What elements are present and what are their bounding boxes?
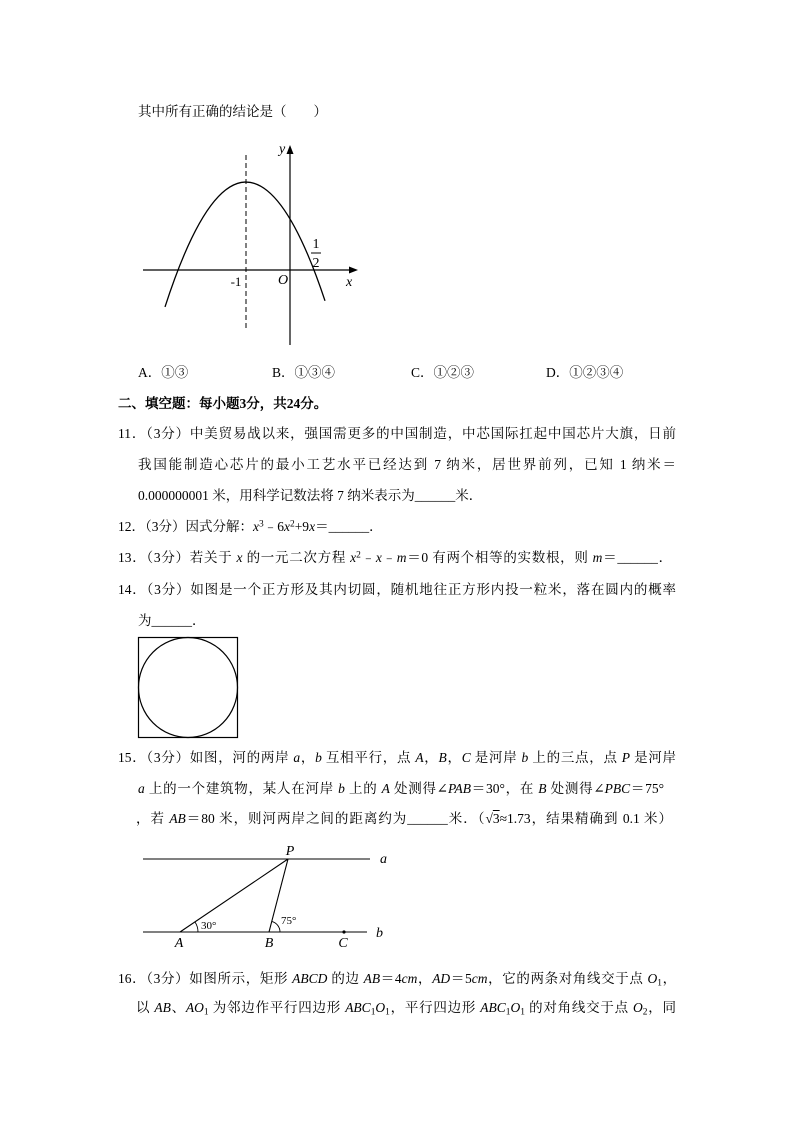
math-variable: ABC (480, 1000, 506, 1015)
subscript: 1 (385, 1007, 390, 1018)
q11-line-2 (138, 455, 676, 475)
parabola-curve (165, 182, 325, 307)
math-variable: b (521, 750, 529, 765)
section-title: 二、填空题：每小题3分，共24分。 (118, 396, 328, 411)
text-run: 的一元二次方程 (242, 550, 351, 565)
text-run: ＝75° (630, 781, 665, 796)
text-run: ，若 (136, 811, 170, 826)
text-run: 15．（3分）如图，河的两岸 (118, 750, 294, 765)
answer-blank: ______ (151, 613, 192, 628)
x-axis-arrow (349, 267, 358, 274)
subscript: 1 (505, 1007, 511, 1018)
text-run: ， (661, 971, 677, 986)
q14-line-1 (118, 580, 676, 600)
q14-line-2 (138, 611, 206, 631)
math-variable: AB (154, 1000, 171, 1015)
point-c-dot (342, 930, 345, 933)
tick-label-minus-one: -1 (230, 274, 242, 289)
subscript: 1 (203, 1007, 209, 1018)
text-run: ，平行四边形 (389, 1000, 481, 1015)
math-variable: O (633, 1000, 643, 1015)
text-run: ． (192, 613, 206, 628)
text-run: ． (657, 550, 673, 565)
math-variable: A (415, 750, 424, 765)
math-variable: O (375, 1000, 386, 1015)
text-run: ﹣6 (263, 519, 284, 534)
text-run: 上的三点，点 (528, 750, 622, 765)
math-variable: O (510, 1000, 521, 1015)
text-run: 米．（ (447, 811, 486, 826)
text-run: +9 (294, 519, 310, 534)
math-variable: PAB (448, 781, 471, 796)
text-run: 14．（3分）如图是一个正方形及其内切圆，随机地往正方形内投一粒米，落在圆内的概率 (118, 582, 676, 597)
math-variable: AD (432, 971, 451, 986)
answer-blank: ______ (407, 811, 448, 826)
q15-line-2 (138, 779, 664, 799)
text-run: ﹣ (360, 550, 376, 565)
math-variable: A (381, 781, 390, 796)
math-variable: B (538, 781, 547, 796)
q11-line-3 (138, 486, 482, 506)
superscript: 2 (289, 519, 295, 530)
angle-a-label: 30° (201, 920, 217, 932)
question-10-stem-tail: 其中所有正确的结论是（ ） (138, 104, 327, 119)
y-axis-label: y (279, 142, 286, 157)
q16-line-2 (136, 998, 676, 1018)
riverbank-a-label: a (380, 852, 387, 867)
parabola-graph (140, 140, 365, 350)
riverbank-b-label: b (376, 926, 383, 941)
radicand: 3 (492, 811, 500, 826)
math-variable: AO (185, 1000, 204, 1015)
math-variable: x (350, 550, 357, 565)
river-figure (140, 840, 390, 955)
origin-label: O (277, 273, 289, 288)
text-run: ， (446, 750, 462, 765)
math-variable: b (315, 750, 322, 765)
option-d: D．①②③④ (546, 365, 624, 380)
q16-line-1 (118, 969, 676, 989)
text-run: 米． (455, 488, 483, 503)
q15-line-3 (136, 809, 672, 829)
text-run: 处测得∠ (546, 781, 605, 796)
math-variable: C (461, 750, 471, 765)
math-variable: AB (363, 971, 381, 986)
text-run: ≈1.73，结果精确到 0.1 米） (499, 811, 673, 826)
angle-arc-b (272, 921, 280, 932)
q15-line-1 (118, 748, 676, 768)
text-run: √ (485, 811, 493, 826)
math-variable: AB (169, 811, 186, 826)
option-c: C．①②③ (411, 365, 475, 380)
subscript: 2 (642, 1007, 648, 1018)
y-axis-arrow (287, 145, 294, 154)
point-b-label: B (264, 936, 274, 951)
math-variable: b (338, 781, 345, 796)
text-run: 12．（3分）因式分解： (118, 519, 253, 534)
text-run: ＝5 (450, 971, 472, 986)
q12-line-1 (118, 517, 383, 537)
text-run: ﹣ (381, 550, 397, 565)
text-run: ， (423, 750, 439, 765)
angle-arc-a (195, 922, 198, 932)
text-run: ，同 (647, 1000, 677, 1015)
text-run: 以 (136, 1000, 155, 1015)
text-run: ，它的两条对角线交于点 (487, 971, 648, 986)
subscript: 1 (370, 1007, 376, 1018)
point-a-label: A (174, 936, 184, 951)
option-b: B．①③④ (272, 365, 336, 380)
text-run: ＝4 (380, 971, 402, 986)
math-variable: x (309, 519, 316, 534)
text-run: 为邻边作平行四边形 (208, 1000, 346, 1015)
math-variable: P (621, 750, 631, 765)
text-run: 13．（3分）若关于 (118, 550, 237, 565)
text-run: 为 (138, 613, 152, 628)
square-with-inscribed-circle (137, 636, 239, 740)
math-variable: B (438, 750, 447, 765)
math-variable: PBC (604, 781, 631, 796)
text-run: 、 (170, 1000, 186, 1015)
fraction-denominator: 2 (312, 256, 320, 271)
math-variable: x (375, 550, 382, 565)
math-variable: a (138, 781, 145, 796)
text-run: ＝0 有两个相等的实数根，则 (406, 550, 593, 565)
answer-blank: ______ (414, 488, 456, 503)
text-run: 是河岸 (470, 750, 522, 765)
text-run: 上的 (344, 781, 382, 796)
superscript: 2 (356, 550, 361, 561)
text-run: 16．（3分）如图所示，矩形 (118, 971, 293, 986)
math-variable: x (236, 550, 243, 565)
text-run: 互相平行，点 (321, 750, 416, 765)
subscript: 1 (520, 1007, 525, 1018)
text-run: 处测得∠ (389, 781, 448, 796)
text-run: ． (369, 519, 383, 534)
answer-blank: ______ (617, 550, 658, 565)
text-run: 是河岸 (630, 750, 677, 765)
math-variable: ABCD (292, 971, 328, 986)
math-variable: cm (401, 971, 418, 986)
inscribed-circle (139, 638, 238, 738)
text-run: ＝30°，在 (471, 781, 539, 796)
math-variable: x (253, 519, 259, 534)
point-p-label: P (285, 844, 295, 859)
answer-blank: ______ (328, 519, 370, 534)
math-variable: m (396, 550, 407, 565)
text-run: ， (417, 971, 433, 986)
text-run: 的边 (327, 971, 364, 986)
math-variable: a (293, 750, 301, 765)
text-run: ＝ (602, 550, 618, 565)
text-run: 上的一个建筑物，某人在河岸 (144, 781, 339, 796)
x-axis-label: x (346, 275, 353, 290)
q11-line-1 (118, 424, 676, 444)
point-c-label: C (338, 936, 348, 951)
math-variable: m (592, 550, 603, 565)
option-a: A．①③ (138, 365, 189, 380)
text-run: 11．（3分）中美贸易战以来，强国需更多的中国制造，中芯国际扛起中国芯片大旗，日前 (118, 426, 676, 441)
text-run: 我国能制造心芯片的最小工艺水平已经达到 7 纳米，居世界前列，已知 1 纳米＝ (138, 457, 676, 472)
math-variable: cm (471, 971, 488, 986)
text-run: 的对角线交于点 (524, 1000, 634, 1015)
text-run: 0.000000001 米，用科学记数法将 7 纳米表示为 (138, 488, 415, 503)
text-run: ＝80 米，则河两岸之间的距离约为 (185, 811, 408, 826)
fraction-numerator: 1 (312, 237, 320, 252)
math-variable: x (283, 519, 290, 534)
superscript: 3 (259, 519, 264, 530)
text-run: ， (300, 750, 316, 765)
q13-line-1 (118, 548, 672, 568)
math-variable: O (647, 971, 658, 986)
text-run: ＝ (315, 519, 329, 534)
subscript: 1 (657, 978, 662, 989)
math-variable: ABC (345, 1000, 371, 1015)
angle-b-label: 75° (281, 915, 297, 927)
